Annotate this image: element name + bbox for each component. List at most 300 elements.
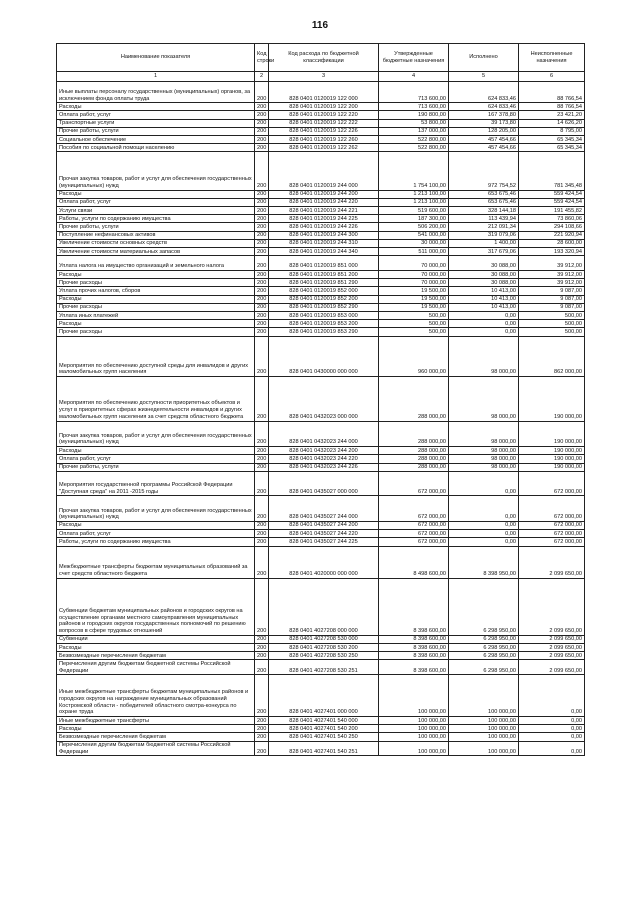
- table-row: [57, 190, 585, 198]
- row-line-code: 200: [255, 136, 269, 144]
- row-line-code: 200: [255, 455, 269, 463]
- row-done: 0,00: [449, 328, 519, 336]
- row-line-code: 200: [255, 644, 269, 652]
- table-row: [57, 675, 585, 717]
- row-budget-code: 828 0401 0120019 851 000: [269, 256, 379, 271]
- row-done: 457 454,66: [449, 136, 519, 144]
- table-row: [57, 279, 585, 287]
- row-line-code: 200: [255, 119, 269, 127]
- row-rest: 2 099 650,00: [519, 652, 585, 660]
- row-approved: 187 300,00: [379, 215, 449, 223]
- row-name: Расходы: [57, 725, 255, 733]
- budget-table: [56, 43, 585, 756]
- row-line-code: 200: [255, 660, 269, 675]
- table-row: [57, 717, 585, 725]
- row-done: 30 088,00: [449, 256, 519, 271]
- row-done: 0,00: [449, 538, 519, 546]
- table-row: [57, 546, 585, 578]
- table-row: [57, 463, 585, 471]
- row-name: Расходы: [57, 447, 255, 455]
- row-name: Оплата работ, услуг: [57, 455, 255, 463]
- row-approved: 8 498 600,00: [379, 546, 449, 578]
- row-rest: 781 345,48: [519, 152, 585, 190]
- row-rest: 500,00: [519, 328, 585, 336]
- row-done: 6 298 950,00: [449, 644, 519, 652]
- row-done: 100 000,00: [449, 741, 519, 756]
- row-rest: 2 099 650,00: [519, 578, 585, 635]
- row-approved: 519 600,00: [379, 207, 449, 215]
- row-done: 167 378,80: [449, 111, 519, 119]
- row-done: 98 000,00: [449, 447, 519, 455]
- table-row: [57, 741, 585, 756]
- row-name: Безвозмездные перечисления бюджетам: [57, 652, 255, 660]
- row-done: 30 088,00: [449, 271, 519, 279]
- row-budget-code: 828 0401 0430000 000 000: [269, 336, 379, 376]
- row-name: Мероприятия по обеспечению доступности приоритетных объектов и услуг в приоритетных сферах жизнедеятельности инвалидов и других маломобильных групп населения за счет средств областного бюджета: [57, 376, 255, 421]
- row-rest: 88 766,54: [519, 103, 585, 111]
- row-line-code: 200: [255, 733, 269, 741]
- row-approved: 672 000,00: [379, 496, 449, 522]
- table-row: [57, 223, 585, 231]
- row-approved: 288 000,00: [379, 447, 449, 455]
- table-row: [57, 421, 585, 447]
- row-approved: 960 000,00: [379, 336, 449, 376]
- row-name: Субвенции: [57, 635, 255, 643]
- row-name: Расходы: [57, 644, 255, 652]
- row-line-code: 200: [255, 231, 269, 239]
- table-row: [57, 295, 585, 303]
- row-approved: 8 398 600,00: [379, 660, 449, 675]
- row-rest: 294 108,66: [519, 223, 585, 231]
- row-rest: 73 860,06: [519, 215, 585, 223]
- row-name: Уплата налога на имущество организаций и земельного налога: [57, 256, 255, 271]
- row-line-code: 200: [255, 295, 269, 303]
- row-approved: 500,00: [379, 312, 449, 320]
- row-budget-code: 828 0401 0120019 852 290: [269, 303, 379, 311]
- row-done: 100 000,00: [449, 675, 519, 717]
- table-row: [57, 256, 585, 271]
- column-index: 6: [519, 72, 585, 82]
- column-index-row: [57, 72, 585, 82]
- row-line-code: 200: [255, 328, 269, 336]
- row-rest: 672 000,00: [519, 496, 585, 522]
- table-row: [57, 119, 585, 127]
- table-row: [57, 496, 585, 522]
- row-rest: 190 000,00: [519, 376, 585, 421]
- row-done: 113 439,94: [449, 215, 519, 223]
- column-index: 4: [379, 72, 449, 82]
- row-budget-code: 828 0401 0120019 852 200: [269, 295, 379, 303]
- row-rest: 862 000,00: [519, 336, 585, 376]
- row-done: 100 000,00: [449, 733, 519, 741]
- row-done: 39 173,80: [449, 119, 519, 127]
- row-approved: 672 000,00: [379, 521, 449, 529]
- row-approved: 288 000,00: [379, 421, 449, 447]
- table-row: [57, 198, 585, 206]
- row-approved: 100 000,00: [379, 733, 449, 741]
- table-header: [57, 44, 585, 82]
- row-done: 0,00: [449, 530, 519, 538]
- row-budget-code: 828 0401 4020000 000 000: [269, 546, 379, 578]
- row-line-code: 200: [255, 725, 269, 733]
- row-done: 6 298 950,00: [449, 578, 519, 635]
- row-budget-code: 828 0401 0120019 851 290: [269, 279, 379, 287]
- row-rest: 8 795,00: [519, 127, 585, 135]
- column-index: 3: [269, 72, 379, 82]
- row-budget-code: 828 0401 0435027 244 200: [269, 521, 379, 529]
- row-budget-code: 828 0401 0432023 000 000: [269, 376, 379, 421]
- row-done: 98 000,00: [449, 455, 519, 463]
- row-approved: 8 398 600,00: [379, 652, 449, 660]
- row-approved: 672 000,00: [379, 471, 449, 496]
- row-budget-code: 828 0401 0120019 122 260: [269, 136, 379, 144]
- row-done: 98 000,00: [449, 463, 519, 471]
- row-approved: 137 000,00: [379, 127, 449, 135]
- table-row: [57, 578, 585, 635]
- row-rest: 23 421,20: [519, 111, 585, 119]
- table-row: [57, 312, 585, 320]
- row-done: 6 298 950,00: [449, 660, 519, 675]
- row-budget-code: 828 0401 0435027 244 225: [269, 538, 379, 546]
- row-approved: 190 800,00: [379, 111, 449, 119]
- row-rest: 672 000,00: [519, 530, 585, 538]
- row-approved: 522 800,00: [379, 136, 449, 144]
- row-name: Расходы: [57, 190, 255, 198]
- table-row: [57, 471, 585, 496]
- row-approved: 70 000,00: [379, 256, 449, 271]
- row-line-code: 200: [255, 215, 269, 223]
- row-rest: 39 912,00: [519, 271, 585, 279]
- row-done: 128 205,00: [449, 127, 519, 135]
- row-name: Прочая закупка товаров, работ и услуг для обеспечения государственных (муниципальных) нужд: [57, 421, 255, 447]
- row-approved: 713 600,00: [379, 81, 449, 103]
- row-rest: 0,00: [519, 717, 585, 725]
- row-done: 98 000,00: [449, 336, 519, 376]
- row-line-code: 200: [255, 190, 269, 198]
- table-row: [57, 103, 585, 111]
- page-number: 116: [311, 20, 329, 31]
- row-done: 100 000,00: [449, 725, 519, 733]
- row-approved: 1 213 100,00: [379, 198, 449, 206]
- row-budget-code: 828 0401 0120019 122 262: [269, 144, 379, 152]
- row-approved: 19 500,00: [379, 295, 449, 303]
- row-line-code: 200: [255, 471, 269, 496]
- row-rest: 559 424,54: [519, 198, 585, 206]
- row-name: Расходы: [57, 271, 255, 279]
- row-done: 10 413,00: [449, 295, 519, 303]
- table-row: [57, 136, 585, 144]
- row-rest: 190 000,00: [519, 421, 585, 447]
- row-budget-code: 828 0401 0120019 122 222: [269, 119, 379, 127]
- row-done: 0,00: [449, 312, 519, 320]
- header-name: Наименование показателя: [57, 44, 255, 72]
- row-line-code: 200: [255, 578, 269, 635]
- row-name: Иные межбюджетные трансферты бюджетам муниципальных районов и городских округов на награждение муниципальных образований Костромской области - победителей областного смотра-конкурса по охране труда: [57, 675, 255, 717]
- row-rest: 190 000,00: [519, 455, 585, 463]
- row-name: Расходы: [57, 295, 255, 303]
- row-done: 0,00: [449, 320, 519, 328]
- row-approved: 19 500,00: [379, 287, 449, 295]
- row-name: Иные выплаты персоналу государственных (муниципальных) органов, за исключением фонда оплаты труда: [57, 81, 255, 103]
- row-name: Субвенции бюджетам муниципальных районов и городских округов на осуществление органами местного самоуправления муниципальных районов и городских округов государственных полномочий по решению вопросов в сфере трудовых отношений: [57, 578, 255, 635]
- table-row: [57, 144, 585, 152]
- row-name: Прочая закупка товаров, работ и услуг для обеспечения государственных (муниципальных) нужд: [57, 152, 255, 190]
- row-name: Социальное обеспечение: [57, 136, 255, 144]
- row-line-code: 200: [255, 223, 269, 231]
- row-rest: 2 099 650,00: [519, 546, 585, 578]
- row-line-code: 200: [255, 279, 269, 287]
- row-rest: 88 766,54: [519, 81, 585, 103]
- row-rest: 672 000,00: [519, 471, 585, 496]
- row-name: Прочие работы, услуги: [57, 463, 255, 471]
- table-row: [57, 447, 585, 455]
- table-row: [57, 248, 585, 256]
- row-approved: 19 500,00: [379, 303, 449, 311]
- table-row: [57, 538, 585, 546]
- row-rest: 2 099 650,00: [519, 635, 585, 643]
- row-rest: 2 099 650,00: [519, 660, 585, 675]
- row-name: Работы, услуги по содержанию имущества: [57, 215, 255, 223]
- row-rest: 28 600,00: [519, 239, 585, 247]
- row-name: Мероприятия по обеспечению доступной среды для инвалидов и других маломобильных групп населения: [57, 336, 255, 376]
- row-budget-code: 828 0401 4027208 530 251: [269, 660, 379, 675]
- header-rest: Неисполненные назначения: [519, 44, 585, 72]
- row-approved: 522 800,00: [379, 144, 449, 152]
- row-done: 30 088,00: [449, 279, 519, 287]
- row-done: 98 000,00: [449, 376, 519, 421]
- table-row: [57, 521, 585, 529]
- row-line-code: 200: [255, 152, 269, 190]
- row-rest: 193 320,94: [519, 248, 585, 256]
- row-budget-code: 828 0401 0432023 244 226: [269, 463, 379, 471]
- row-approved: 8 398 600,00: [379, 578, 449, 635]
- row-budget-code: 828 0401 4027401 540 250: [269, 733, 379, 741]
- table-row: [57, 239, 585, 247]
- row-rest: 190 000,00: [519, 447, 585, 455]
- row-name: Услуги связи: [57, 207, 255, 215]
- table-row: [57, 644, 585, 652]
- row-budget-code: 828 0401 4027401 000 000: [269, 675, 379, 717]
- row-line-code: 200: [255, 521, 269, 529]
- row-rest: 65 345,34: [519, 136, 585, 144]
- row-line-code: 200: [255, 320, 269, 328]
- row-done: 328 144,18: [449, 207, 519, 215]
- row-name: Оплата работ, услуг: [57, 198, 255, 206]
- row-budget-code: 828 0401 0435027 244 000: [269, 496, 379, 522]
- row-rest: 9 087,00: [519, 287, 585, 295]
- row-budget-code: 828 0401 4027208 530 250: [269, 652, 379, 660]
- row-budget-code: 828 0401 0120019 244 000: [269, 152, 379, 190]
- column-index: 5: [449, 72, 519, 82]
- header-budget-code: Код расхода по бюджетной классификации: [269, 44, 379, 72]
- row-approved: 100 000,00: [379, 675, 449, 717]
- row-rest: 65 345,34: [519, 144, 585, 152]
- row-line-code: 200: [255, 207, 269, 215]
- row-done: 653 675,46: [449, 198, 519, 206]
- row-approved: 500,00: [379, 328, 449, 336]
- row-name: Прочие работы, услуги: [57, 223, 255, 231]
- row-done: 212 091,34: [449, 223, 519, 231]
- row-budget-code: 828 0401 0120019 244 226: [269, 223, 379, 231]
- row-done: 319 079,06: [449, 231, 519, 239]
- row-approved: 288 000,00: [379, 376, 449, 421]
- row-name: Расходы: [57, 103, 255, 111]
- row-name: Прочие работы, услуги: [57, 127, 255, 135]
- row-approved: 100 000,00: [379, 725, 449, 733]
- row-name: Увеличение стоимости основных средств: [57, 239, 255, 247]
- row-name: Уплата иных платежей: [57, 312, 255, 320]
- row-budget-code: 828 0401 0435027 000 000: [269, 471, 379, 496]
- row-line-code: 200: [255, 675, 269, 717]
- row-done: 8 398 950,00: [449, 546, 519, 578]
- row-budget-code: 828 0401 0120019 122 000: [269, 81, 379, 103]
- table-row: [57, 652, 585, 660]
- row-approved: 53 800,00: [379, 119, 449, 127]
- row-name: Межбюджетные трансферты бюджетам муниципальных образований за счет средств областного бюджета: [57, 546, 255, 578]
- row-approved: 672 000,00: [379, 538, 449, 546]
- row-approved: 100 000,00: [379, 741, 449, 756]
- row-approved: 713 600,00: [379, 103, 449, 111]
- row-budget-code: 828 0401 0120019 244 220: [269, 198, 379, 206]
- row-done: 6 298 950,00: [449, 652, 519, 660]
- table-row: [57, 207, 585, 215]
- table-body: [57, 81, 585, 756]
- row-budget-code: 828 0401 4027401 540 251: [269, 741, 379, 756]
- row-approved: 1 754 100,00: [379, 152, 449, 190]
- table-row: [57, 376, 585, 421]
- row-line-code: 200: [255, 496, 269, 522]
- table-row: [57, 455, 585, 463]
- row-budget-code: 828 0401 4027208 530 200: [269, 644, 379, 652]
- row-approved: 8 398 600,00: [379, 644, 449, 652]
- row-budget-code: 828 0401 0432023 244 000: [269, 421, 379, 447]
- row-budget-code: 828 0401 0435027 244 220: [269, 530, 379, 538]
- row-approved: 70 000,00: [379, 271, 449, 279]
- row-rest: 39 912,00: [519, 279, 585, 287]
- row-name: Безвозмездные перечисления бюджетам: [57, 733, 255, 741]
- row-approved: 511 000,00: [379, 248, 449, 256]
- row-name: Иные межбюджетные трансферты: [57, 717, 255, 725]
- table-row: [57, 725, 585, 733]
- row-name: Перечисления другим бюджетам бюджетной системы Российской Федерации: [57, 741, 255, 756]
- row-budget-code: 828 0401 0120019 244 221: [269, 207, 379, 215]
- row-budget-code: 828 0401 0120019 851 200: [269, 271, 379, 279]
- row-line-code: 200: [255, 546, 269, 578]
- row-done: 1 400,00: [449, 239, 519, 247]
- row-budget-code: 828 0401 0120019 122 200: [269, 103, 379, 111]
- row-approved: 506 200,00: [379, 223, 449, 231]
- row-name: Мероприятия государственной программы Российской Федерации "Доступная среда" на 2011 -2015 годы: [57, 471, 255, 496]
- row-budget-code: 828 0401 0120019 244 340: [269, 248, 379, 256]
- row-line-code: 200: [255, 248, 269, 256]
- row-line-code: 200: [255, 198, 269, 206]
- table-row: [57, 320, 585, 328]
- row-done: 10 413,00: [449, 287, 519, 295]
- row-line-code: 200: [255, 463, 269, 471]
- row-line-code: 200: [255, 103, 269, 111]
- row-name: Расходы: [57, 320, 255, 328]
- row-rest: 0,00: [519, 741, 585, 756]
- table-row: [57, 287, 585, 295]
- row-done: 653 675,46: [449, 190, 519, 198]
- table-row: [57, 336, 585, 376]
- row-done: 624 833,46: [449, 81, 519, 103]
- row-budget-code: 828 0401 4027208 000 000: [269, 578, 379, 635]
- row-budget-code: 828 0401 0120019 244 310: [269, 239, 379, 247]
- row-done: 0,00: [449, 521, 519, 529]
- row-done: 0,00: [449, 496, 519, 522]
- row-rest: 672 000,00: [519, 521, 585, 529]
- row-done: 624 833,46: [449, 103, 519, 111]
- header-done: Исполнено: [449, 44, 519, 72]
- row-approved: 500,00: [379, 320, 449, 328]
- table-row: [57, 111, 585, 119]
- header-line-code: Код строки: [255, 44, 269, 72]
- row-budget-code: 828 0401 0120019 244 200: [269, 190, 379, 198]
- row-line-code: 200: [255, 111, 269, 119]
- row-rest: 14 626,20: [519, 119, 585, 127]
- row-line-code: 200: [255, 336, 269, 376]
- row-rest: 221 920,94: [519, 231, 585, 239]
- row-approved: 1 213 100,00: [379, 190, 449, 198]
- row-rest: 500,00: [519, 312, 585, 320]
- row-done: 0,00: [449, 471, 519, 496]
- row-budget-code: 828 0401 0120019 853 000: [269, 312, 379, 320]
- row-approved: 541 000,00: [379, 231, 449, 239]
- column-index: 1: [57, 72, 255, 82]
- row-budget-code: 828 0401 4027208 530 000: [269, 635, 379, 643]
- header-row: [57, 44, 585, 72]
- row-approved: 8 398 600,00: [379, 635, 449, 643]
- row-name: Оплата работ, услуг: [57, 111, 255, 119]
- column-index: 2: [255, 72, 269, 82]
- row-budget-code: 828 0401 0120019 853 290: [269, 328, 379, 336]
- row-rest: 0,00: [519, 725, 585, 733]
- row-name: Прочие расходы: [57, 303, 255, 311]
- row-name: Прочие расходы: [57, 279, 255, 287]
- row-line-code: 200: [255, 635, 269, 643]
- row-done: 972 754,52: [449, 152, 519, 190]
- row-name: Пособия по социальной помощи населению: [57, 144, 255, 152]
- row-done: 100 000,00: [449, 717, 519, 725]
- row-rest: 2 099 650,00: [519, 644, 585, 652]
- row-name: Перечисления другим бюджетам бюджетной системы Российской Федерации: [57, 660, 255, 675]
- row-done: 98 000,00: [449, 421, 519, 447]
- row-done: 6 298 950,00: [449, 635, 519, 643]
- row-line-code: 200: [255, 312, 269, 320]
- row-line-code: 200: [255, 538, 269, 546]
- table-row: [57, 328, 585, 336]
- row-name: Увеличение стоимости материальных запасов: [57, 248, 255, 256]
- row-budget-code: 828 0401 0432023 244 220: [269, 455, 379, 463]
- row-approved: 672 000,00: [379, 530, 449, 538]
- row-name: Прочие расходы: [57, 328, 255, 336]
- row-rest: 0,00: [519, 675, 585, 717]
- row-budget-code: 828 0401 0120019 244 300: [269, 231, 379, 239]
- row-budget-code: 828 0401 4027401 540 200: [269, 725, 379, 733]
- row-budget-code: 828 0401 0120019 122 226: [269, 127, 379, 135]
- row-rest: 190 000,00: [519, 463, 585, 471]
- table-row: [57, 530, 585, 538]
- row-line-code: 200: [255, 530, 269, 538]
- row-line-code: 200: [255, 303, 269, 311]
- row-budget-code: 828 0401 0120019 852 000: [269, 287, 379, 295]
- row-rest: 0,00: [519, 733, 585, 741]
- row-budget-code: 828 0401 0432023 244 200: [269, 447, 379, 455]
- row-approved: 30 000,00: [379, 239, 449, 247]
- row-budget-code: 828 0401 4027401 540 000: [269, 717, 379, 725]
- row-approved: 70 000,00: [379, 279, 449, 287]
